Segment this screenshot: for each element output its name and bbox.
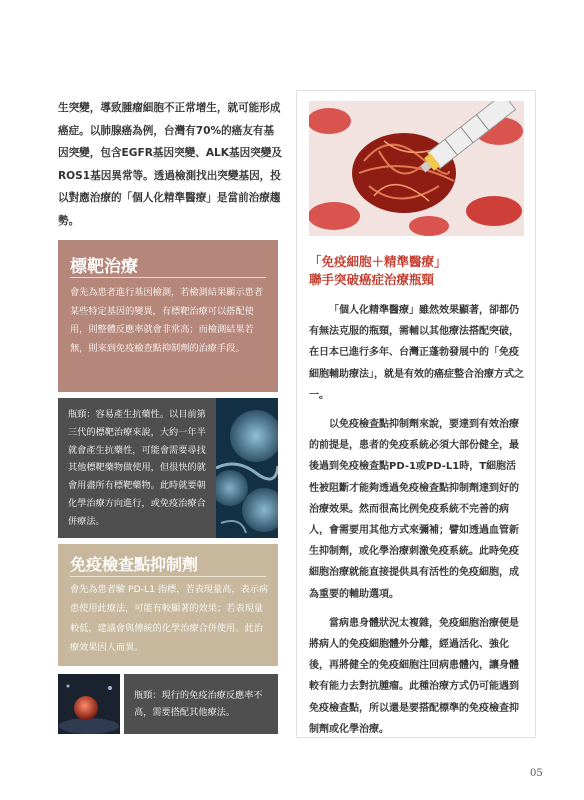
intro-paragraph: 生突變，導致腫瘤細胞不正常增生，就可能形成癌症。以肺腺癌為例，台灣有70%的癌友有基因突變，包含EGFR基因突變、ALK基因突變及ROS1基因異常等。透過檢測找出突變基因，投以對應治療的「個人化精準醫療」是當前治療趨勢。 [58, 102, 282, 227]
right-title-line-1: 「免疫細胞＋精準醫療」 [309, 254, 447, 269]
right-body [309, 300, 525, 748]
divider [70, 277, 266, 278]
right-paragraph: 以免疫檢查點抑制劑來說，要達到有效治療的前提是，患者的免疫系統必須大部份健全，最後過到免疫檢查點PD-1或PD-L1時，T細胞活性被阻斷才能夠透過免疫檢查點抑制劑達到好的治療效果。然而很高比例免疫系統不完善的病人，會需要用其他方式來彌補；譬如透過血管新生抑制劑，或化學治療刺激免疫系統。此時免疫細胞治療就能直接提供具有活性的免疫細胞，成為重要的輔助選項。 [309, 419, 519, 600]
divider [70, 576, 266, 577]
right-section-title [309, 253, 529, 289]
checkpoint-bottleneck-text: 瓶頸：現行的免疫治療反應率不高，需要搭配其他療法。 [134, 690, 263, 718]
checkpoint-inhibitor-title: 免疫檢查點抑制劑 [70, 555, 199, 574]
targeted-therapy-title: 標靶治療 [70, 257, 138, 277]
targeted-therapy-box [58, 240, 278, 392]
targeted-bottleneck-text: 瓶頸：容易產生抗藥性。以目前第三代的標靶治療來說，大約一年半就會產生抗藥性，可能會需要尋找其他標靶藥物做使用，但很快的就會用盡所有標靶藥物。此時就要朝化學治療方向進行，或免疫治療合併療法。 [68, 409, 206, 527]
checkpoint-inhibitor-box [58, 544, 278, 666]
page-number: 05 [530, 768, 543, 779]
right-title-line-2: 聯手突破癌症治療瓶頸 [309, 272, 435, 287]
checkpoint-bottleneck-box [124, 674, 278, 734]
right-paragraph: 「個人化精準醫療」雖然效果顯著，卻都仍有無法克服的瓶頸，需輔以其他療法搭配突破，在日本已進行多年、台灣正蓬勃發展中的「免疫細胞輔助療法」，就是有效的癌症整合治療方式之一。 [309, 305, 524, 401]
cell-photo [216, 398, 278, 538]
right-paragraph: 當病患身體狀況太複雜，免疫細胞治療便是將病人的免疫細胞體外分離，經過活化、強化後，再將健全的免疫細胞注回病患體內，讓身體較有能力去對抗腫瘤。此種治療方式仍可能遇到免疫檢查點，所以還是要搭配標準的免疫檢查抑制劑或化學治療。 [309, 617, 519, 735]
red-cell-photo [58, 674, 120, 734]
targeted-bottleneck-box [58, 398, 216, 538]
targeted-therapy-body: 會先為患者進行基因檢測，若檢測結果顯示患者某些特定基因的變異，有標靶治療可以搭配使用，則整體反應率就會非常高；而檢測結果若無，則來到免疫檢查點抑制劑的治療手段。 [70, 287, 263, 354]
cancer-cell-illustration [309, 101, 524, 236]
checkpoint-inhibitor-body: 會先為患者驗 PD-L1 指標，若表現量高，表示病患使用此療法，可能有較顯著的效果；若表現量較低，建議會與傳統的化學治療合併使用。此治療效果因人而異。 [70, 584, 269, 653]
